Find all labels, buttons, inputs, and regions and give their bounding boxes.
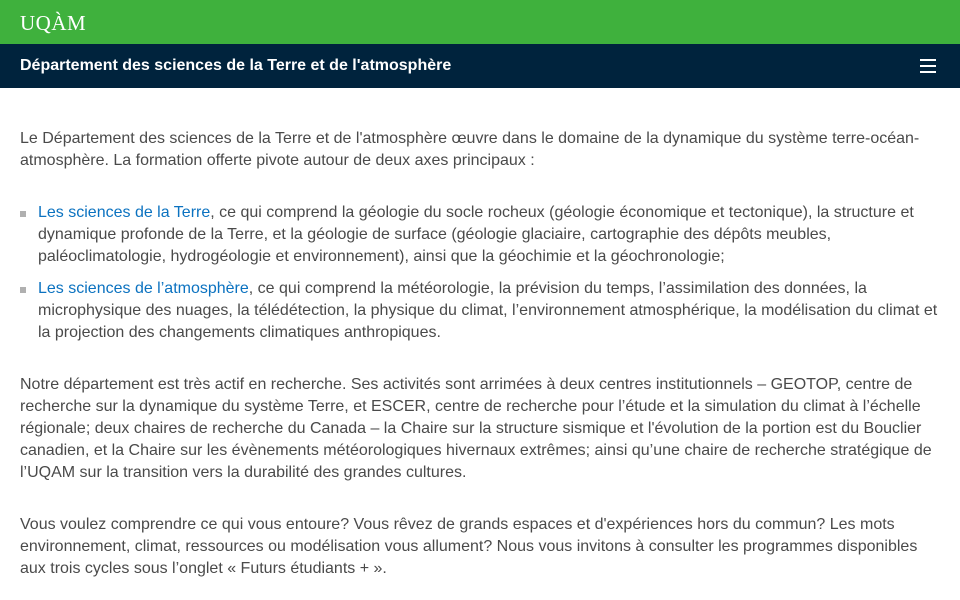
uqam-top-bar: [0, 0, 960, 44]
main-content: [0, 88, 960, 580]
department-title[interactable]: Département des sciences de la Terre et de l'atmosphère: [20, 57, 452, 74]
axes-list: [20, 202, 940, 344]
site-header: [0, 0, 960, 88]
research-paragraph: Notre département est très actif en recherche. Ses activités sont arrimées à deux centres institutionnels – GEOTOP, centre de recherche sur la dynamique du système Terre, et ESCER, centre de recherche pour l’étude et la simulation du climat à l’échelle régionale; deux chaires de recherche du Canada – la Chaire sur la structure sismique et l'évolution de la portion est du Bouclier canadien, et la Chaire sur les évènements météorologiques hivernaux extrêmes; ainsi qu’une chaire de recherche stratégique de l’UQAM sur la transition vers la durabilité des grandes cultures.: [20, 376, 932, 481]
invitation-paragraph: Vous voulez comprendre ce qui vous entoure? Vous rêvez de grands espaces et d'expériences hors du commun? Les mots environnement, climat, ressources ou modélisation vous allument? Nous vous invitons à consulter les programmes disponibles aux trois cycles sous l’onglet « Futurs étudiants + ».: [20, 516, 918, 577]
uqam-logo[interactable]: UQÀM: [20, 10, 87, 35]
axis-description: , ce qui comprend la météorologie, la prévision du temps, l’assimilation des données, la microphysique des nuages, la télédétection, la physique du climat, l’environnement atmosphérique, la modélisation du climat et la projection des changements climatiques anthropiques.: [38, 280, 938, 341]
hamburger-menu-icon[interactable]: [920, 59, 936, 73]
menu-line: [920, 59, 936, 61]
list-item: [20, 202, 940, 268]
menu-line: [920, 65, 936, 67]
list-item: [20, 278, 940, 344]
department-bar: [0, 44, 960, 88]
atmosphere-sciences-link[interactable]: Les sciences de l’atmosphère: [38, 280, 249, 297]
earth-sciences-link[interactable]: Les sciences de la Terre: [38, 204, 211, 221]
axis-description: , ce qui comprend la géologie du socle rocheux (géologie économique et tectonique), la structure et dynamique profonde de la Terre, et la géologie de surface (géologie glaciaire, cartographie des dépôts meubles, paléoclimatologie, hydrogéologie et environnement), ainsi que la géochimie et la géochronologie;: [38, 204, 914, 265]
menu-line: [920, 71, 936, 73]
intro-paragraph: Le Département des sciences de la Terre et de l'atmosphère œuvre dans le domaine de la dynamique du système terre-océan-atmosphère. La formation offerte pivote autour de deux axes principaux :: [20, 130, 920, 169]
